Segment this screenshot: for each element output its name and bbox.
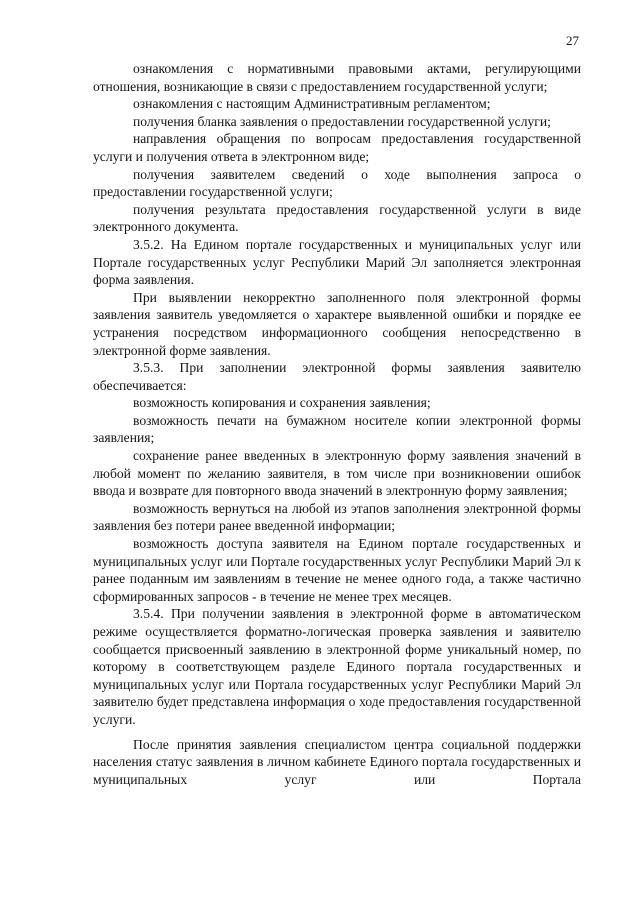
paragraph: направления обращения по вопросам предоставления государственной услуги и получения ответа в электронном виде; — [93, 131, 581, 164]
page-number: 27 — [566, 33, 579, 48]
paragraph: возможность копирования и сохранения заявления; — [133, 395, 431, 411]
paragraph: получения заявителем сведений о ходе выполнения запроса о предоставлении государственной услуги; — [93, 166, 581, 200]
paragraph: ознакомления с нормативными правовыми актами, регулирующими отношения, возникающие в связи с предоставлением государственной услуги; — [93, 61, 581, 94]
section-paragraph: 3.5.3. При заполнении электронной формы заявления заявителю обеспечивается: — [93, 360, 581, 393]
paragraph: возможность печати на бумажном носителе копии электронной формы заявления; — [93, 412, 581, 446]
paragraph: После принятия заявления специалистом центра социальной поддержки населения статус заявления в личном кабинете Единого портала государственных и муниципальных услуг или Портала — [93, 736, 581, 787]
paragraph: возможность доступа заявителя на Едином портале государственных и муниципальных услуг или Портале государственных услуг Республики Марий Эл к ранее поданным им заявлениям в течение не менее одного года, а также частично сформированных запросов - в течение не менее трех месяцев. — [93, 536, 581, 604]
paragraph: возможность вернуться на любой из этапов заполнения электронной формы заявления без потери ранее введенной информации; — [93, 500, 581, 534]
section-paragraph: 3.5.4. При получении заявления в электронной форме в автоматическом режиме осуществляется форматно-логическая проверка заявления и заявителю сообщается присвоенный заявлению в электронной форме уникальный номер, по которому в соответствующем разделе Единого портала государственных и муниципальных услуг или Портала государственных услуг Республики Марий Эл заявителю будет представлена информация о ходе предоставления государственной услуги. — [93, 606, 581, 727]
document-body — [93, 60, 581, 788]
section-paragraph: 3.5.2. На Едином портале государственных и муниципальных услуг или Портале государственных услуг Республики Марий Эл заполняется электронная форма заявления. — [93, 236, 581, 288]
paragraph: ознакомления с настоящим Административным регламентом; — [133, 96, 491, 112]
paragraph: получения результата предоставления государственной услуги в виде электронного документа. — [93, 201, 581, 235]
paragraph: получения бланка заявления о предоставлении государственной услуги; — [133, 113, 551, 129]
paragraph: сохранение ранее введенных в электронную форму заявления значений в любой момент по желанию заявителя, в том числе при возникновении ошибок ввода и возврате для повторного ввода значений в электронную форму заявления; — [93, 448, 581, 499]
paragraph: При выявлении некорректно заполненного поля электронной формы заявления заявитель уведомляется о характере выявленной ошибки и порядке ее устранения посредством информационного сообщения непосредственно в электронной форме заявления. — [93, 289, 581, 358]
